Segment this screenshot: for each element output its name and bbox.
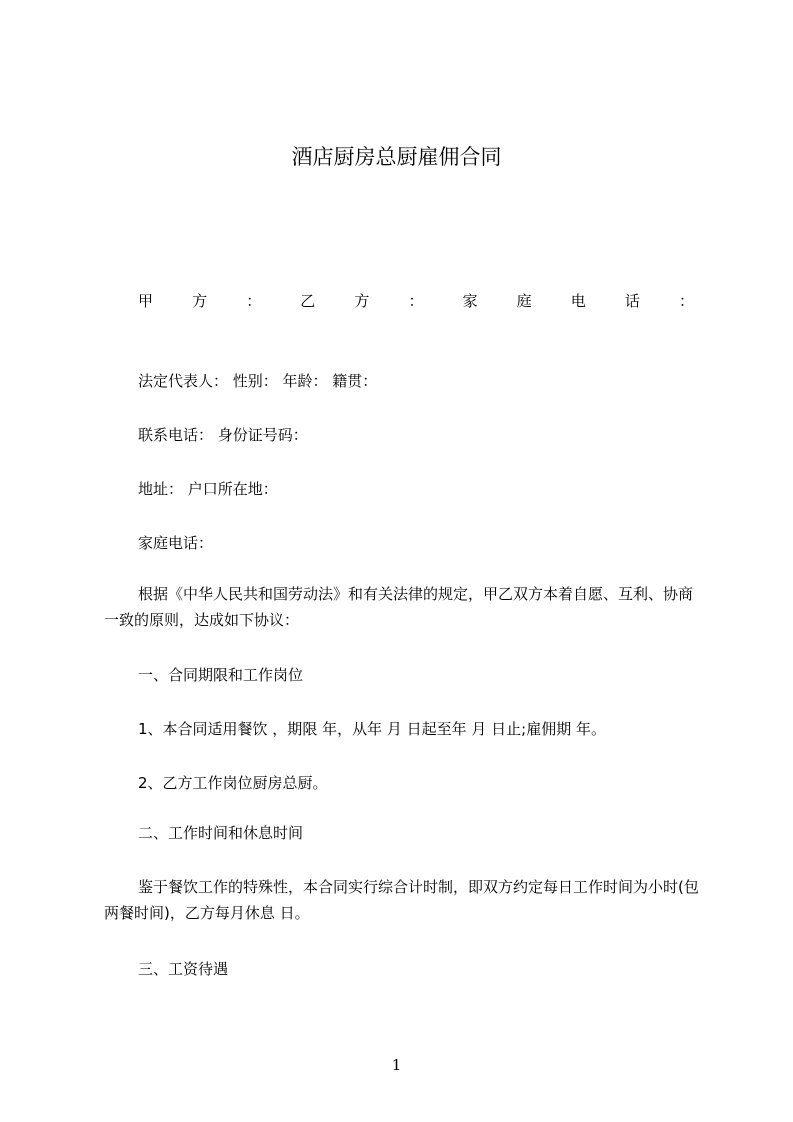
section-2-heading: 二、工作时间和休息时间 (138, 824, 304, 842)
home-phone-char-2: 庭 (516, 292, 532, 310)
party-a-char-2: 方 (192, 292, 208, 310)
contact-line: 联系电话： 身份证号码： (138, 426, 308, 444)
party-b-char-2: 方 (354, 292, 370, 310)
intro-paragraph-text: 根据《中华人民共和国劳动法》和有关法律的规定，甲乙双方本着自愿、互利、协商一致的原则，达成如下协议： (104, 585, 694, 629)
home-phone-char-4: 话 (624, 292, 640, 310)
page-number: 1 (391, 1056, 402, 1074)
party-b-colon: ： (408, 292, 424, 310)
party-a-colon: ： (246, 292, 262, 310)
party-b-char-1: 乙 (300, 292, 316, 310)
parties-row (138, 290, 694, 312)
intro-paragraph (104, 581, 704, 633)
home-phone-line: 家庭电话： (138, 534, 214, 552)
home-phone-char-3: 电 (570, 292, 586, 310)
home-phone-char-1: 家 (462, 292, 478, 310)
work-time-paragraph (104, 874, 704, 926)
section-3-heading: 三、工资待遇 (138, 960, 229, 978)
legal-rep-line: 法定代表人： 性别： 年龄： 籍贯： (138, 372, 378, 390)
document-title: 酒店厨房总厨雇佣合同 (291, 145, 502, 169)
work-time-paragraph-text: 鉴于餐饮工作的特殊性，本合同实行综合计时制，即双方约定每日工作时间为小时(包两餐时间)，乙方每月休息 日。 (104, 878, 699, 922)
section-1-heading: 一、合同期限和工作岗位 (138, 666, 304, 684)
home-phone-colon: ： (678, 292, 694, 310)
address-line: 地址： 户口所在地： (138, 480, 278, 498)
clause-2: 2、乙方工作岗位厨房总厨。 (138, 774, 328, 792)
clause-1: 1、本合同适用餐饮 ，期限 年，从年 月 日起至年 月 日止;雇佣期 年。 (138, 720, 606, 738)
party-a-char-1: 甲 (138, 292, 154, 310)
